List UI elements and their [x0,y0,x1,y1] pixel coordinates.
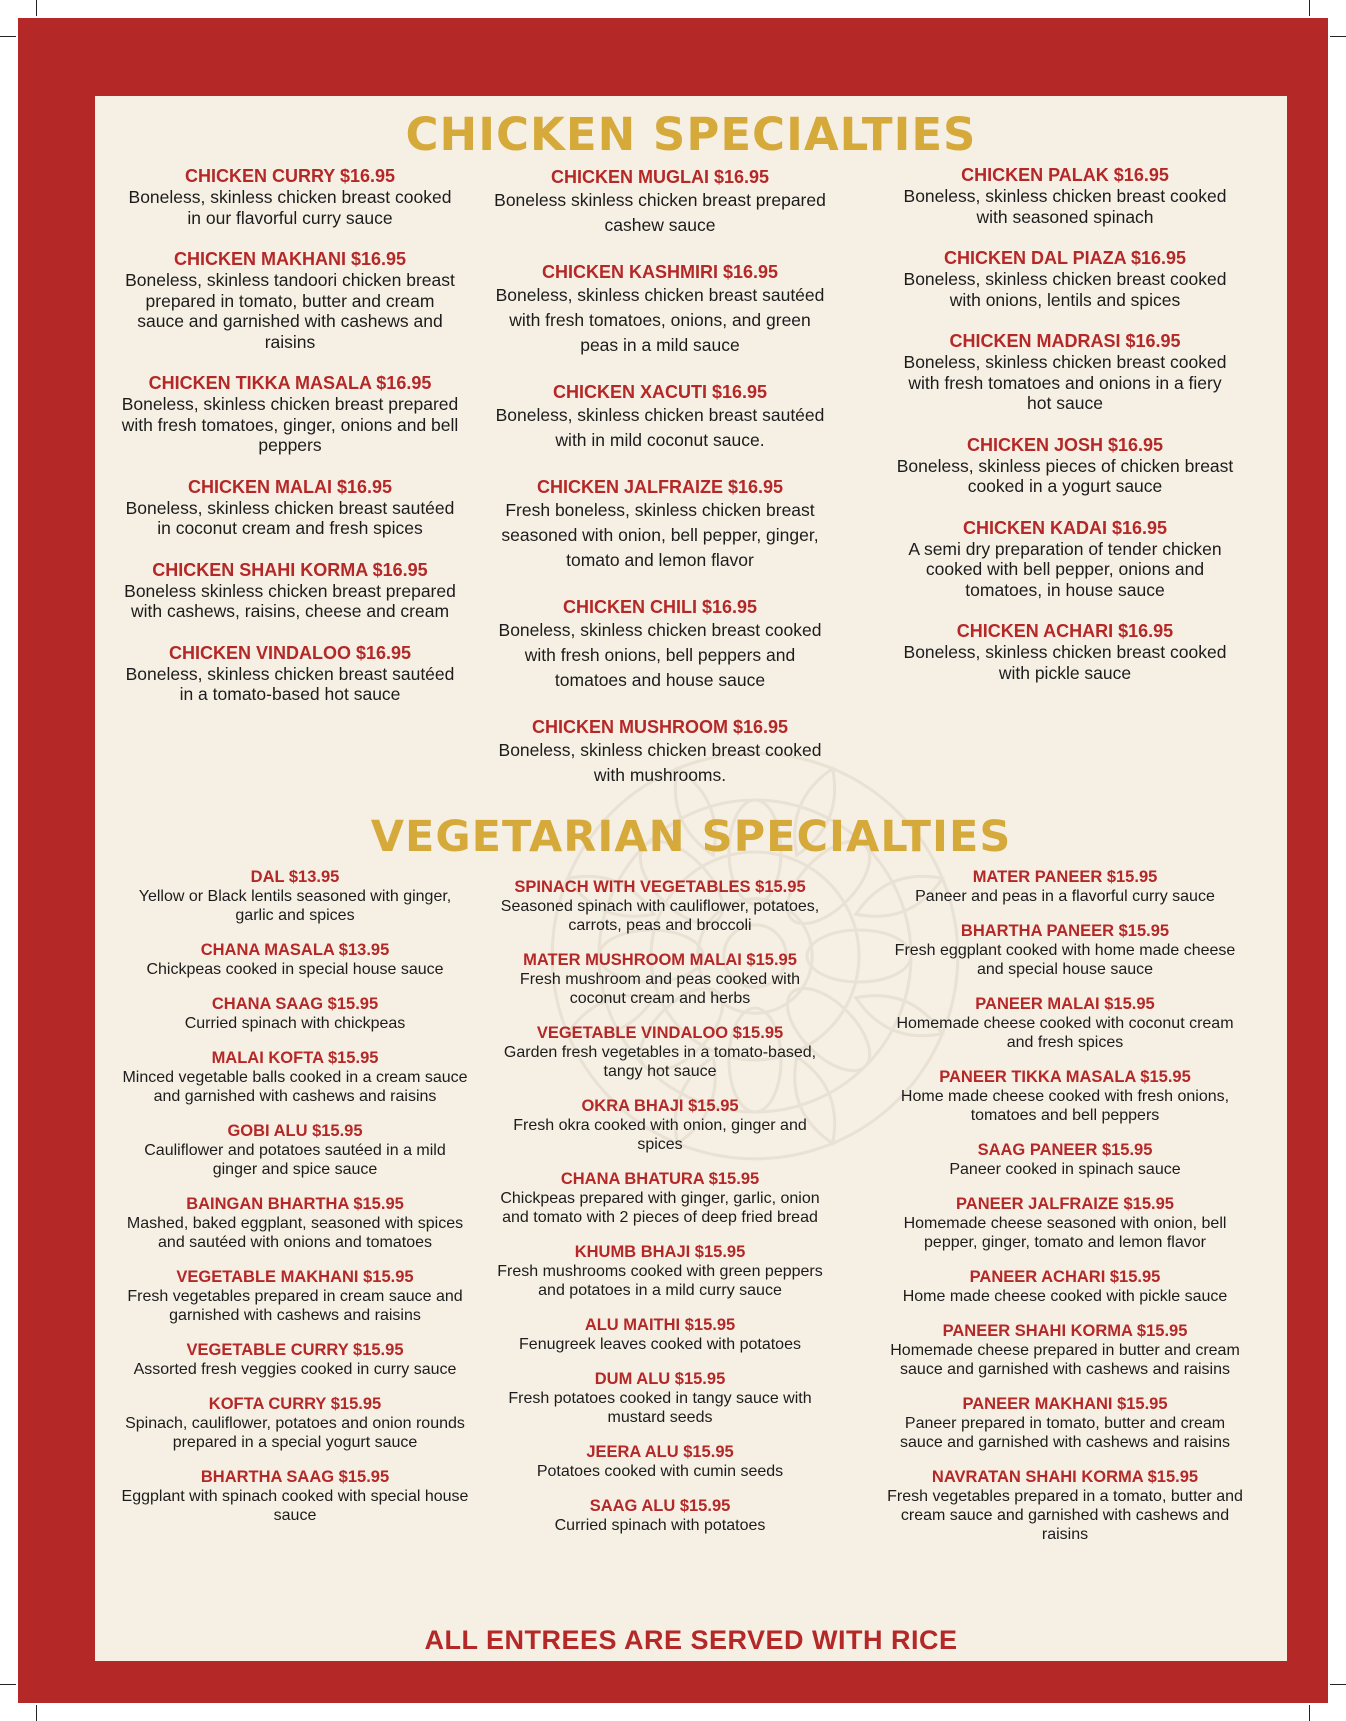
menu-item-description: A semi dry preparation of tender chicken cooked with bell pepper, onions and tomatoes, in house sauce [908,538,1222,600]
menu-item-name-price: PANEER MALAI $15.95 [975,995,1155,1013]
menu-item-description: Seasoned spinach with cauliflower, potatoes, carrots, peas and broccoli [500,898,820,934]
menu-item-name-price: CHICKEN VINDALOO $16.95 [168,642,412,663]
menu-item-description: Boneless, skinless chicken breast cooked with fresh tomatoes and onions in a fiery hot sauce [903,352,1227,413]
menu-item-name-price: PANEER ACHARI $15.95 [969,1268,1161,1286]
menu-item-name-price: CHICKEN MAKHANI $16.95 [173,249,407,269]
menu-item-name-price: CHICKEN CURRY $16.95 [184,166,396,186]
chicken-section-title: CHICKEN SPECIALTIES [405,108,977,161]
menu-item [490,1316,830,1354]
menu-item-description: Cauliflower and potatoes sautéed in a mild ginger and spice sauce [144,1142,446,1178]
menu-item-name-price: KOFTA CURRY $15.95 [208,1395,382,1413]
menu-item [120,941,470,979]
menu-item [895,435,1235,497]
menu-item-name-price: CHANA SAAG $15.95 [211,995,379,1013]
menu-item [120,1122,470,1179]
chicken-column-2 [490,167,830,812]
menu-item-name-price: BAINGAN BHARTHA $15.95 [186,1195,404,1213]
menu-item [120,1395,470,1452]
menu-item [885,1468,1245,1544]
menu-item [885,1195,1245,1252]
menu-item-description: Spinach, cauliflower, potatoes and onion rounds prepared in a special yogurt sauce [125,1415,465,1451]
menu-item-name-price: MATER PANEER $15.95 [972,868,1158,886]
vegetarian-column-2 [490,878,830,1551]
menu-item-name-price: SAAG ALU $15.95 [589,1497,731,1515]
menu-item-name-price: VEGETABLE MAKHANI $15.95 [176,1268,414,1286]
menu-item-description: Boneless, skinless chicken breast cooked with onions, lentils and spices [903,269,1227,310]
menu-item [120,643,460,705]
menu-item [490,167,830,238]
menu-item [490,382,830,453]
vegetarian-section-title: VEGETARIAN SPECIALTIES [370,812,1012,862]
menu-item-description: Curried spinach with potatoes [554,1517,766,1534]
menu-item-name-price: CHICKEN MUGLAI $16.95 [550,167,770,187]
menu-item [885,868,1245,906]
menu-item-name-price: CHANA BHATURA $15.95 [560,1170,760,1188]
vegetarian-column-1 [120,868,470,1541]
menu-item [120,995,470,1033]
menu-item-name-price: CHICKEN PALAK $16.95 [961,165,1169,185]
menu-item [490,597,830,693]
menu-item [895,518,1235,601]
menu-item-description: Boneless, skinless chicken breast sautéed with in mild coconut sauce. [495,405,825,450]
menu-item-name-price: CHICKEN MUSHROOM $16.95 [531,717,789,737]
menu-item [120,249,460,352]
menu-item-name-price: ALU MAITHI $15.95 [584,1316,736,1334]
menu-item-name-price: VEGETABLE CURRY $15.95 [186,1341,404,1359]
menu-item-description: Boneless skinless chicken breast prepared cashew sauce [494,190,826,235]
menu-item-description: Homemade cheese seasoned with onion, bell pepper, ginger, tomato and lemon flavor [903,1215,1227,1251]
menu-item-description: Boneless, skinless chicken breast prepared with fresh tomatoes, ginger, onions and bell peppers [121,394,459,455]
menu-item-description: Chickpeas cooked in special house sauce [146,961,444,978]
menu-item-description: Boneless, skinless tandoori chicken breast prepared in tomato, butter and cream sauce and garnished with cashews and raisins [125,270,455,352]
menu-item [120,1468,470,1525]
menu-item-description: Boneless skinless chicken breast prepared with cashews, raisins, cheese and cream [124,580,456,621]
menu-item [885,1068,1245,1125]
menu-item [895,621,1235,683]
menu-item-description: Boneless, skinless chicken breast cooked with seasoned spinach [903,186,1227,227]
menu-item-description: Paneer cooked in spinach sauce [949,1161,1181,1178]
menu-item-name-price: GOBI ALU $15.95 [227,1122,363,1140]
menu-item-description: Minced vegetable balls cooked in a cream sauce and garnished with cashews and raisins [122,1069,468,1105]
menu-item-description: Assorted fresh veggies cooked in curry sauce [133,1361,457,1378]
menu-item [885,1141,1245,1179]
menu-item-description: Paneer and peas in a flavorful curry sauce [915,888,1215,905]
menu-item-name-price: CHICKEN DAL PIAZA $16.95 [943,248,1187,268]
menu-item-name-price: CHICKEN MALAI $16.95 [187,476,393,497]
menu-item-name-price: VEGETABLE VINDALOO $15.95 [536,1024,784,1042]
menu-item [120,560,460,622]
menu-item [895,331,1235,414]
menu-item-name-price: OKRA BHAJI $15.95 [581,1097,739,1115]
menu-item-description: Fresh potatoes cooked in tangy sauce with mustard seeds [508,1390,812,1426]
menu-item [490,1170,830,1227]
menu-item-name-price: CHICKEN CHILI $16.95 [562,597,758,617]
menu-item-description: Homemade cheese prepared in butter and cream sauce and garnished with cashews and raisins [890,1342,1240,1378]
menu-item-description: Fresh vegetables prepared in cream sauce and garnished with cashews and raisins [127,1288,463,1324]
menu-item-name-price: PANEER SHAHI KORMA $15.95 [942,1322,1188,1340]
menu-item-description: Chickpeas prepared with ginger, garlic, onion and tomato with 2 pieces of deep fried bread [500,1190,820,1226]
menu-item-description: Fresh boneless, skinless chicken breast seasoned with onion, bell pepper, ginger, tomato and lemon flavor [501,500,819,570]
menu-item-name-price: BHARTHA PANEER $15.95 [960,922,1170,940]
menu-item-description: Fenugreek leaves cooked with potatoes [519,1336,801,1353]
menu-page-frame [18,18,1328,1703]
menu-item-name-price: DUM ALU $15.95 [594,1370,726,1388]
chicken-column-1 [120,166,460,726]
menu-item-description: Paneer prepared in tomato, butter and cream sauce and garnished with cashews and raisins [900,1415,1230,1451]
menu-item-description: Fresh okra cooked with onion, ginger and spices [513,1117,807,1153]
menu-item [885,1395,1245,1452]
menu-item [885,922,1245,979]
crop-mark [0,1684,16,1685]
menu-item-description: Fresh mushrooms cooked with green peppers and potatoes in a mild curry sauce [497,1263,823,1299]
menu-item-name-price: KHUMB BHAJI $15.95 [574,1243,746,1261]
menu-item-description: Fresh mushroom and peas cooked with coconut cream and herbs [519,971,801,1007]
menu-item-description: Home made cheese cooked with fresh onions, tomatoes and bell peppers [900,1088,1230,1124]
menu-item-description: Fresh eggplant cooked with home made cheese and special house sauce [894,942,1236,978]
menu-item [120,477,460,539]
menu-item [120,373,460,456]
menu-item-name-price: MALAI KOFTA $15.95 [211,1049,379,1067]
menu-item [490,262,830,358]
menu-item-description: Home made cheese cooked with pickle sauce [902,1288,1228,1305]
menu-item [120,1341,470,1379]
chicken-column-3 [895,165,1235,704]
menu-item-name-price: CHICKEN JALFRAIZE $16.95 [536,477,784,497]
menu-item-name-price: CHICKEN MADRASI $16.95 [949,331,1181,351]
menu-item-description: Boneless, skinless chicken breast sautéed in a tomato-based hot sauce [125,663,455,704]
menu-panel [95,96,1287,1661]
menu-item [895,248,1235,310]
vegetarian-column-3 [885,868,1245,1560]
menu-item-description: Homemade cheese cooked with coconut cream and fresh spices [896,1015,1234,1051]
menu-item-name-price: MATER MUSHROOM MALAI $15.95 [523,951,797,969]
menu-item-name-price: CHICKEN XACUTI $16.95 [552,382,768,402]
menu-item [895,165,1235,227]
menu-item-description: Eggplant with spinach cooked with special house sauce [121,1488,469,1524]
menu-item-description: Mashed, baked eggplant, seasoned with spices and sautéed with onions and tomatoes [126,1215,464,1251]
crop-mark [36,0,37,16]
menu-item-name-price: CHICKEN SHAHI KORMA $16.95 [152,559,428,580]
menu-item-name-price: PANEER MAKHANI $15.95 [962,1395,1168,1413]
menu-item-description: Curried spinach with chickpeas [184,1015,406,1032]
menu-item-description: Boneless, skinless chicken breast cooked with pickle sauce [903,642,1227,683]
menu-item-description: Potatoes cooked with cumin seeds [536,1463,784,1480]
menu-item-description: Fresh vegetables prepared in a tomato, butter and cream sauce and garnished with cashews and raisins [887,1488,1243,1543]
menu-item-description: Garden fresh vegetables in a tomato-based, tangy hot sauce [503,1044,817,1080]
menu-item [490,477,830,573]
menu-item-name-price: PANEER TIKKA MASALA $15.95 [939,1068,1191,1086]
menu-item-name-price: CHICKEN KASHMIRI $16.95 [541,262,779,282]
menu-item [120,1268,470,1325]
menu-item-description: Boneless, skinless chicken breast cooked with fresh onions, bell peppers and tomatoes and house sauce [498,620,822,690]
menu-item-name-price: CHICKEN ACHARI $16.95 [956,621,1174,641]
menu-item-name-price: PANEER JALFRAIZE $15.95 [956,1195,1174,1213]
crop-mark [1309,1705,1310,1721]
crop-mark [36,1705,37,1721]
menu-item [490,1370,830,1427]
menu-item [120,1195,470,1252]
menu-item-name-price: CHICKEN KADAI $16.95 [962,517,1168,538]
menu-item-description: Boneless, skinless chicken breast sautéed with fresh tomatoes, onions, and green peas in a mild sauce [495,285,825,355]
menu-item-name-price: CHICKEN TIKKA MASALA $16.95 [148,373,432,393]
menu-item [885,1322,1245,1379]
menu-item-description: Boneless, skinless chicken breast cooked in our flavorful curry sauce [128,187,452,228]
menu-item [490,878,830,935]
menu-item [490,1243,830,1300]
menu-item [120,868,470,925]
crop-mark [1330,1684,1346,1685]
menu-item [120,166,460,228]
rice-footer-note: ALL ENTREES ARE SERVED WITH RICE [424,1625,958,1655]
menu-item [490,1024,830,1081]
menu-item [490,1497,830,1535]
menu-item [490,951,830,1008]
menu-item-name-price: BHARTHA SAAG $15.95 [200,1468,390,1486]
menu-item [120,1049,470,1106]
menu-item-description: Boneless, skinless pieces of chicken breast cooked in a yogurt sauce [896,455,1234,496]
menu-item [885,1268,1245,1306]
crop-mark [1330,36,1346,37]
menu-item-name-price: SPINACH WITH VEGETABLES $15.95 [514,878,806,896]
menu-item-name-price: DAL $13.95 [250,868,340,886]
menu-item-name-price: NAVRATAN SHAHI KORMA $15.95 [931,1468,1199,1486]
crop-mark [0,36,16,37]
menu-item-description: Boneless, skinless chicken breast sautéed in coconut cream and fresh spices [125,497,455,538]
crop-mark [1309,0,1310,16]
menu-item-name-price: CHICKEN JOSH $16.95 [966,434,1164,455]
menu-item [490,1097,830,1154]
menu-item-name-price: JEERA ALU $15.95 [586,1443,734,1461]
menu-item-name-price: CHANA MASALA $13.95 [200,941,390,959]
menu-item [490,1443,830,1481]
menu-item-description: Boneless, skinless chicken breast cooked with mushrooms. [498,740,822,785]
menu-item [490,717,830,788]
menu-item [885,995,1245,1052]
menu-item-description: Yellow or Black lentils seasoned with ginger, garlic and spices [138,888,452,924]
menu-item-name-price: SAAG PANEER $15.95 [977,1141,1153,1159]
